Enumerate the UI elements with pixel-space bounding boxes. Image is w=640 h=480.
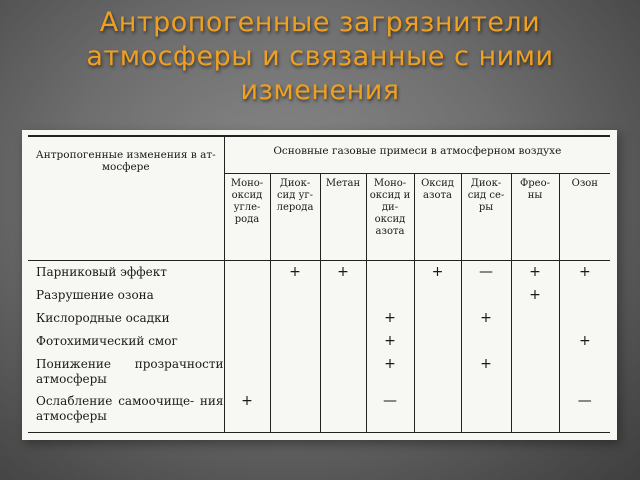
table-cell: [511, 357, 559, 395]
table-cell: [461, 288, 511, 311]
group-header: Основные газовые примеси в атмосферном воздухе: [224, 136, 610, 174]
column-header: Моно- оксид и ди- оксид азота: [366, 174, 414, 261]
table-row: [28, 357, 610, 395]
table-cell: +: [511, 261, 559, 289]
title-line-3: изменения: [240, 75, 400, 106]
table-cell: [366, 261, 414, 289]
table-cell: [270, 311, 320, 334]
table-cell: —: [366, 394, 414, 432]
table-cell: [511, 334, 559, 357]
table-cell: +: [511, 288, 559, 311]
table-cell: [414, 394, 461, 432]
table-cell: +: [559, 261, 610, 289]
table-cell: +: [461, 357, 511, 395]
table-cell: +: [559, 334, 610, 357]
table-cell: [414, 288, 461, 311]
table-cell: +: [461, 311, 511, 334]
column-header: Оксид азота: [414, 174, 461, 261]
table-cell: [414, 311, 461, 334]
scanned-table-image: [22, 130, 617, 440]
title-line-1: Антропогенные загрязнители: [99, 7, 541, 38]
table-cell: [461, 394, 511, 432]
table-cell: [320, 357, 366, 395]
column-header: Моно- оксид угле- рода: [224, 174, 270, 261]
table-cell: +: [366, 311, 414, 334]
table-cell: [559, 288, 610, 311]
table-cell: —: [559, 394, 610, 432]
table-cell: [414, 357, 461, 395]
table-cell: [224, 288, 270, 311]
column-header: Диок- сид уг- лерода: [270, 174, 320, 261]
table-cell: [224, 357, 270, 395]
table-cell: [511, 394, 559, 432]
column-header: Фрео- ны: [511, 174, 559, 261]
table-cell: [270, 288, 320, 311]
table-cell: [559, 311, 610, 334]
table-cell: +: [270, 261, 320, 289]
column-header: Озон: [559, 174, 610, 261]
slide-title: [40, 6, 600, 108]
row-label: Разрушение озона: [36, 288, 154, 303]
row-label: Парниковый эффект: [36, 265, 167, 279]
table-cell: [224, 334, 270, 357]
table-cell: [320, 288, 366, 311]
table-cell: +: [320, 261, 366, 289]
table-cell: —: [461, 261, 511, 289]
row-label: Ослабление самоочище- ния атмосферы: [28, 394, 224, 432]
table-cell: +: [366, 357, 414, 395]
table-cell: [270, 357, 320, 395]
table-cell: [414, 334, 461, 357]
table-cell: +: [366, 334, 414, 357]
table-cell: [559, 357, 610, 395]
row-header: Антропогенные изменения в ат- мосфере: [28, 136, 224, 261]
row-label: Понижение прозрачности атмосферы: [36, 356, 224, 386]
table-cell: +: [414, 261, 461, 289]
table-row: [28, 261, 610, 289]
table-row: [28, 288, 610, 311]
column-header: Метан: [320, 174, 366, 261]
column-header: Диок- сид се- ры: [461, 174, 511, 261]
table-cell: [461, 334, 511, 357]
table-cell: [320, 334, 366, 357]
table-cell: +: [224, 394, 270, 432]
table-cell: [366, 288, 414, 311]
pollutants-table: [28, 135, 610, 433]
row-label: Фотохимический смог: [36, 333, 178, 348]
table-cell: [270, 394, 320, 432]
table-cell: [224, 261, 270, 289]
table-cell: [320, 311, 366, 334]
row-label: Кислородные осадки: [36, 311, 170, 326]
table-cell: [270, 334, 320, 357]
table-row: [28, 311, 610, 334]
table-row: [28, 394, 610, 432]
table-cell: [224, 311, 270, 334]
table-row: [28, 334, 610, 357]
table-cell: [320, 394, 366, 432]
table-cell: [511, 311, 559, 334]
title-line-2: атмосферы и связанные с ними: [86, 41, 554, 72]
